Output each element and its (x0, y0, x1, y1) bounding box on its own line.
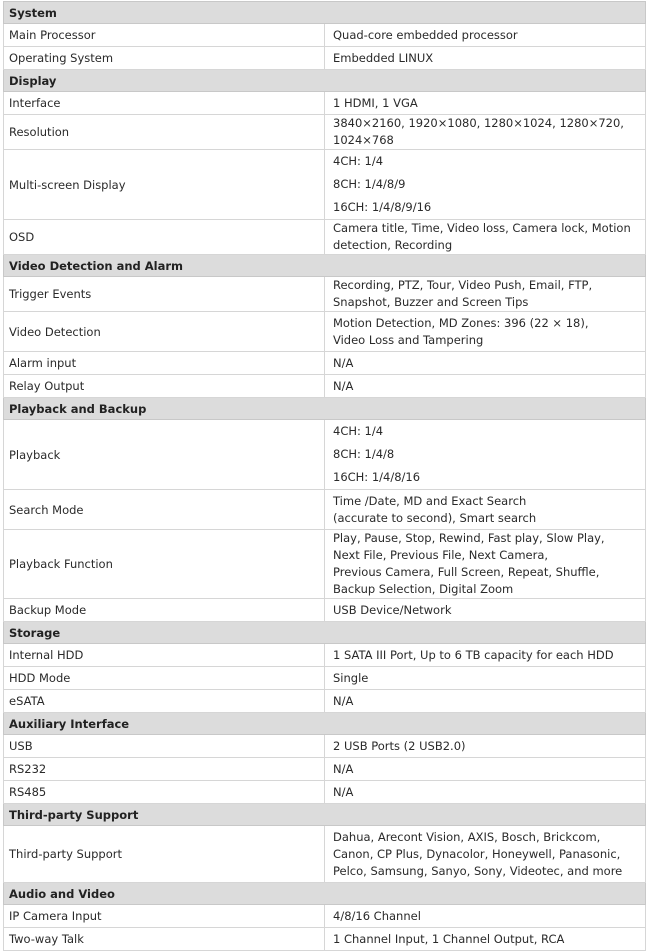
section-header (4, 398, 646, 420)
spec-row (4, 277, 646, 312)
spec-value (325, 375, 646, 398)
spec-value-line: 4/8/16 Channel (333, 908, 421, 923)
spec-label: IP Camera Input (4, 905, 325, 928)
spec-value-line: Time /Date, MD and Exact Search (333, 493, 527, 508)
section-title: Audio and Video (4, 883, 646, 905)
spec-row (4, 928, 646, 951)
spec-value-line: Pelco, Samsung, Sanyo, Sony, Videotec, and more (333, 863, 623, 878)
spec-label: OSD (4, 220, 325, 255)
spec-label: USB (4, 735, 325, 758)
spec-value-line: N/A (333, 355, 354, 370)
section-title: Playback and Backup (4, 398, 646, 420)
spec-value-line: N/A (333, 693, 354, 708)
spec-value (325, 220, 646, 255)
section-title: Third-party Support (4, 804, 646, 826)
spec-row (4, 758, 646, 781)
spec-value-line: 2 USB Ports (2 USB2.0) (333, 738, 466, 753)
spec-value-line: 1 SATA III Port, Up to 6 TB capacity for each HDD (333, 647, 614, 662)
spec-row (4, 312, 646, 352)
section-header (4, 622, 646, 644)
spec-value (325, 115, 646, 150)
spec-value-line: Embedded LINUX (333, 50, 434, 65)
spec-value-line: 8CH: 1/4/8 (333, 447, 395, 461)
spec-row (4, 220, 646, 255)
spec-value (325, 781, 646, 804)
spec-row (4, 690, 646, 713)
spec-label: Internal HDD (4, 644, 325, 667)
spec-label: Main Processor (4, 24, 325, 47)
spec-value-line: 16CH: 1/4/8/9/16 (333, 200, 432, 214)
spec-value-line: Canon, CP Plus, Dynacolor, Honeywell, Panasonic, (333, 846, 621, 861)
spec-value (325, 490, 646, 530)
spec-row (4, 24, 646, 47)
spec-label: Search Mode (4, 490, 325, 530)
section-title: Storage (4, 622, 646, 644)
spec-row (4, 375, 646, 398)
spec-value (325, 690, 646, 713)
spec-value-line: 1 HDMI, 1 VGA (333, 95, 418, 110)
spec-label: Playback (4, 420, 325, 490)
spec-value (325, 277, 646, 312)
section-header (4, 2, 646, 24)
spec-label: Resolution (4, 115, 325, 150)
spec-row (4, 530, 646, 599)
spec-value-line: 4CH: 1/4 (333, 424, 384, 438)
spec-value-line: USB Device/Network (333, 602, 452, 617)
spec-value (325, 667, 646, 690)
spec-value-line: Camera title, Time, Video loss, Camera lock, Motion detection, Recording (333, 221, 631, 252)
spec-label: Video Detection (4, 312, 325, 352)
spec-row (4, 490, 646, 530)
spec-label: Two-way Talk (4, 928, 325, 951)
spec-value-line: Dahua, Arecont Vision, AXIS, Bosch, Brickcom, (333, 829, 601, 844)
section-title: Display (4, 70, 646, 92)
spec-value-line: Recording, PTZ, Tour, Video Push, Email, FTP, Snapshot, Buzzer and Screen Tips (333, 278, 593, 309)
spec-row (4, 644, 646, 667)
spec-value-line: Play, Pause, Stop, Rewind, Fast play, Slow Play, (333, 531, 605, 545)
spec-label: Interface (4, 92, 325, 115)
spec-value (325, 92, 646, 115)
spec-value (325, 905, 646, 928)
spec-value-line: 1 Channel Input, 1 Channel Output, RCA (333, 931, 565, 946)
spec-value (325, 420, 646, 490)
spec-value (325, 47, 646, 70)
spec-value (325, 352, 646, 375)
spec-value-line: Quad-core embedded processor (333, 27, 518, 42)
section-title: Video Detection and Alarm (4, 255, 646, 277)
section-header (4, 804, 646, 826)
spec-value (325, 644, 646, 667)
spec-row (4, 47, 646, 70)
spec-value-line: 16CH: 1/4/8/16 (333, 470, 421, 484)
spec-value (325, 735, 646, 758)
spec-value-line: Previous Camera, Full Screen, Repeat, Shuffle, Backup Selection, Digital Zoom (333, 565, 600, 596)
spec-label: Playback Function (4, 530, 325, 599)
spec-value-line: Single (333, 670, 369, 685)
spec-label: Trigger Events (4, 277, 325, 312)
spec-value-line: N/A (333, 378, 354, 393)
spec-value (325, 826, 646, 883)
spec-row (4, 905, 646, 928)
section-title: System (4, 2, 646, 24)
section-title: Auxiliary Interface (4, 713, 646, 735)
spec-value-line: Motion Detection, MD Zones: 396 (22 × 18), (333, 315, 589, 330)
spec-label: RS485 (4, 781, 325, 804)
spec-row (4, 826, 646, 883)
spec-value (325, 928, 646, 951)
spec-row (4, 420, 646, 490)
section-header (4, 255, 646, 277)
spec-label: eSATA (4, 690, 325, 713)
spec-value (325, 150, 646, 220)
spec-table-body (4, 2, 646, 951)
spec-table (3, 1, 646, 951)
spec-label: Operating System (4, 47, 325, 70)
spec-value-line: N/A (333, 761, 354, 776)
spec-label: Relay Output (4, 375, 325, 398)
spec-row (4, 781, 646, 804)
spec-value-line: Next File, Previous File, Next Camera, (333, 548, 549, 562)
spec-label: Multi-screen Display (4, 150, 325, 220)
section-header (4, 883, 646, 905)
spec-label: RS232 (4, 758, 325, 781)
spec-label: HDD Mode (4, 667, 325, 690)
spec-row (4, 150, 646, 220)
spec-value (325, 312, 646, 352)
spec-row (4, 735, 646, 758)
section-header (4, 70, 646, 92)
spec-value (325, 599, 646, 622)
spec-value-line: N/A (333, 784, 354, 799)
spec-label: Third-party Support (4, 826, 325, 883)
spec-row (4, 352, 646, 375)
spec-value-line: 8CH: 1/4/8/9 (333, 177, 406, 191)
spec-label: Alarm input (4, 352, 325, 375)
spec-value-line: (accurate to second), Smart search (333, 510, 537, 525)
spec-label: Backup Mode (4, 599, 325, 622)
spec-value-line: Video Loss and Tampering (333, 332, 484, 347)
spec-value (325, 24, 646, 47)
section-header (4, 713, 646, 735)
spec-value (325, 758, 646, 781)
spec-value (325, 530, 646, 599)
spec-row (4, 115, 646, 150)
spec-row (4, 92, 646, 115)
spec-row (4, 667, 646, 690)
spec-value-line: 3840×2160, 1920×1080, 1280×1024, 1280×720, 1024×768 (333, 116, 624, 147)
spec-value-line: 4CH: 1/4 (333, 154, 384, 168)
spec-row (4, 599, 646, 622)
